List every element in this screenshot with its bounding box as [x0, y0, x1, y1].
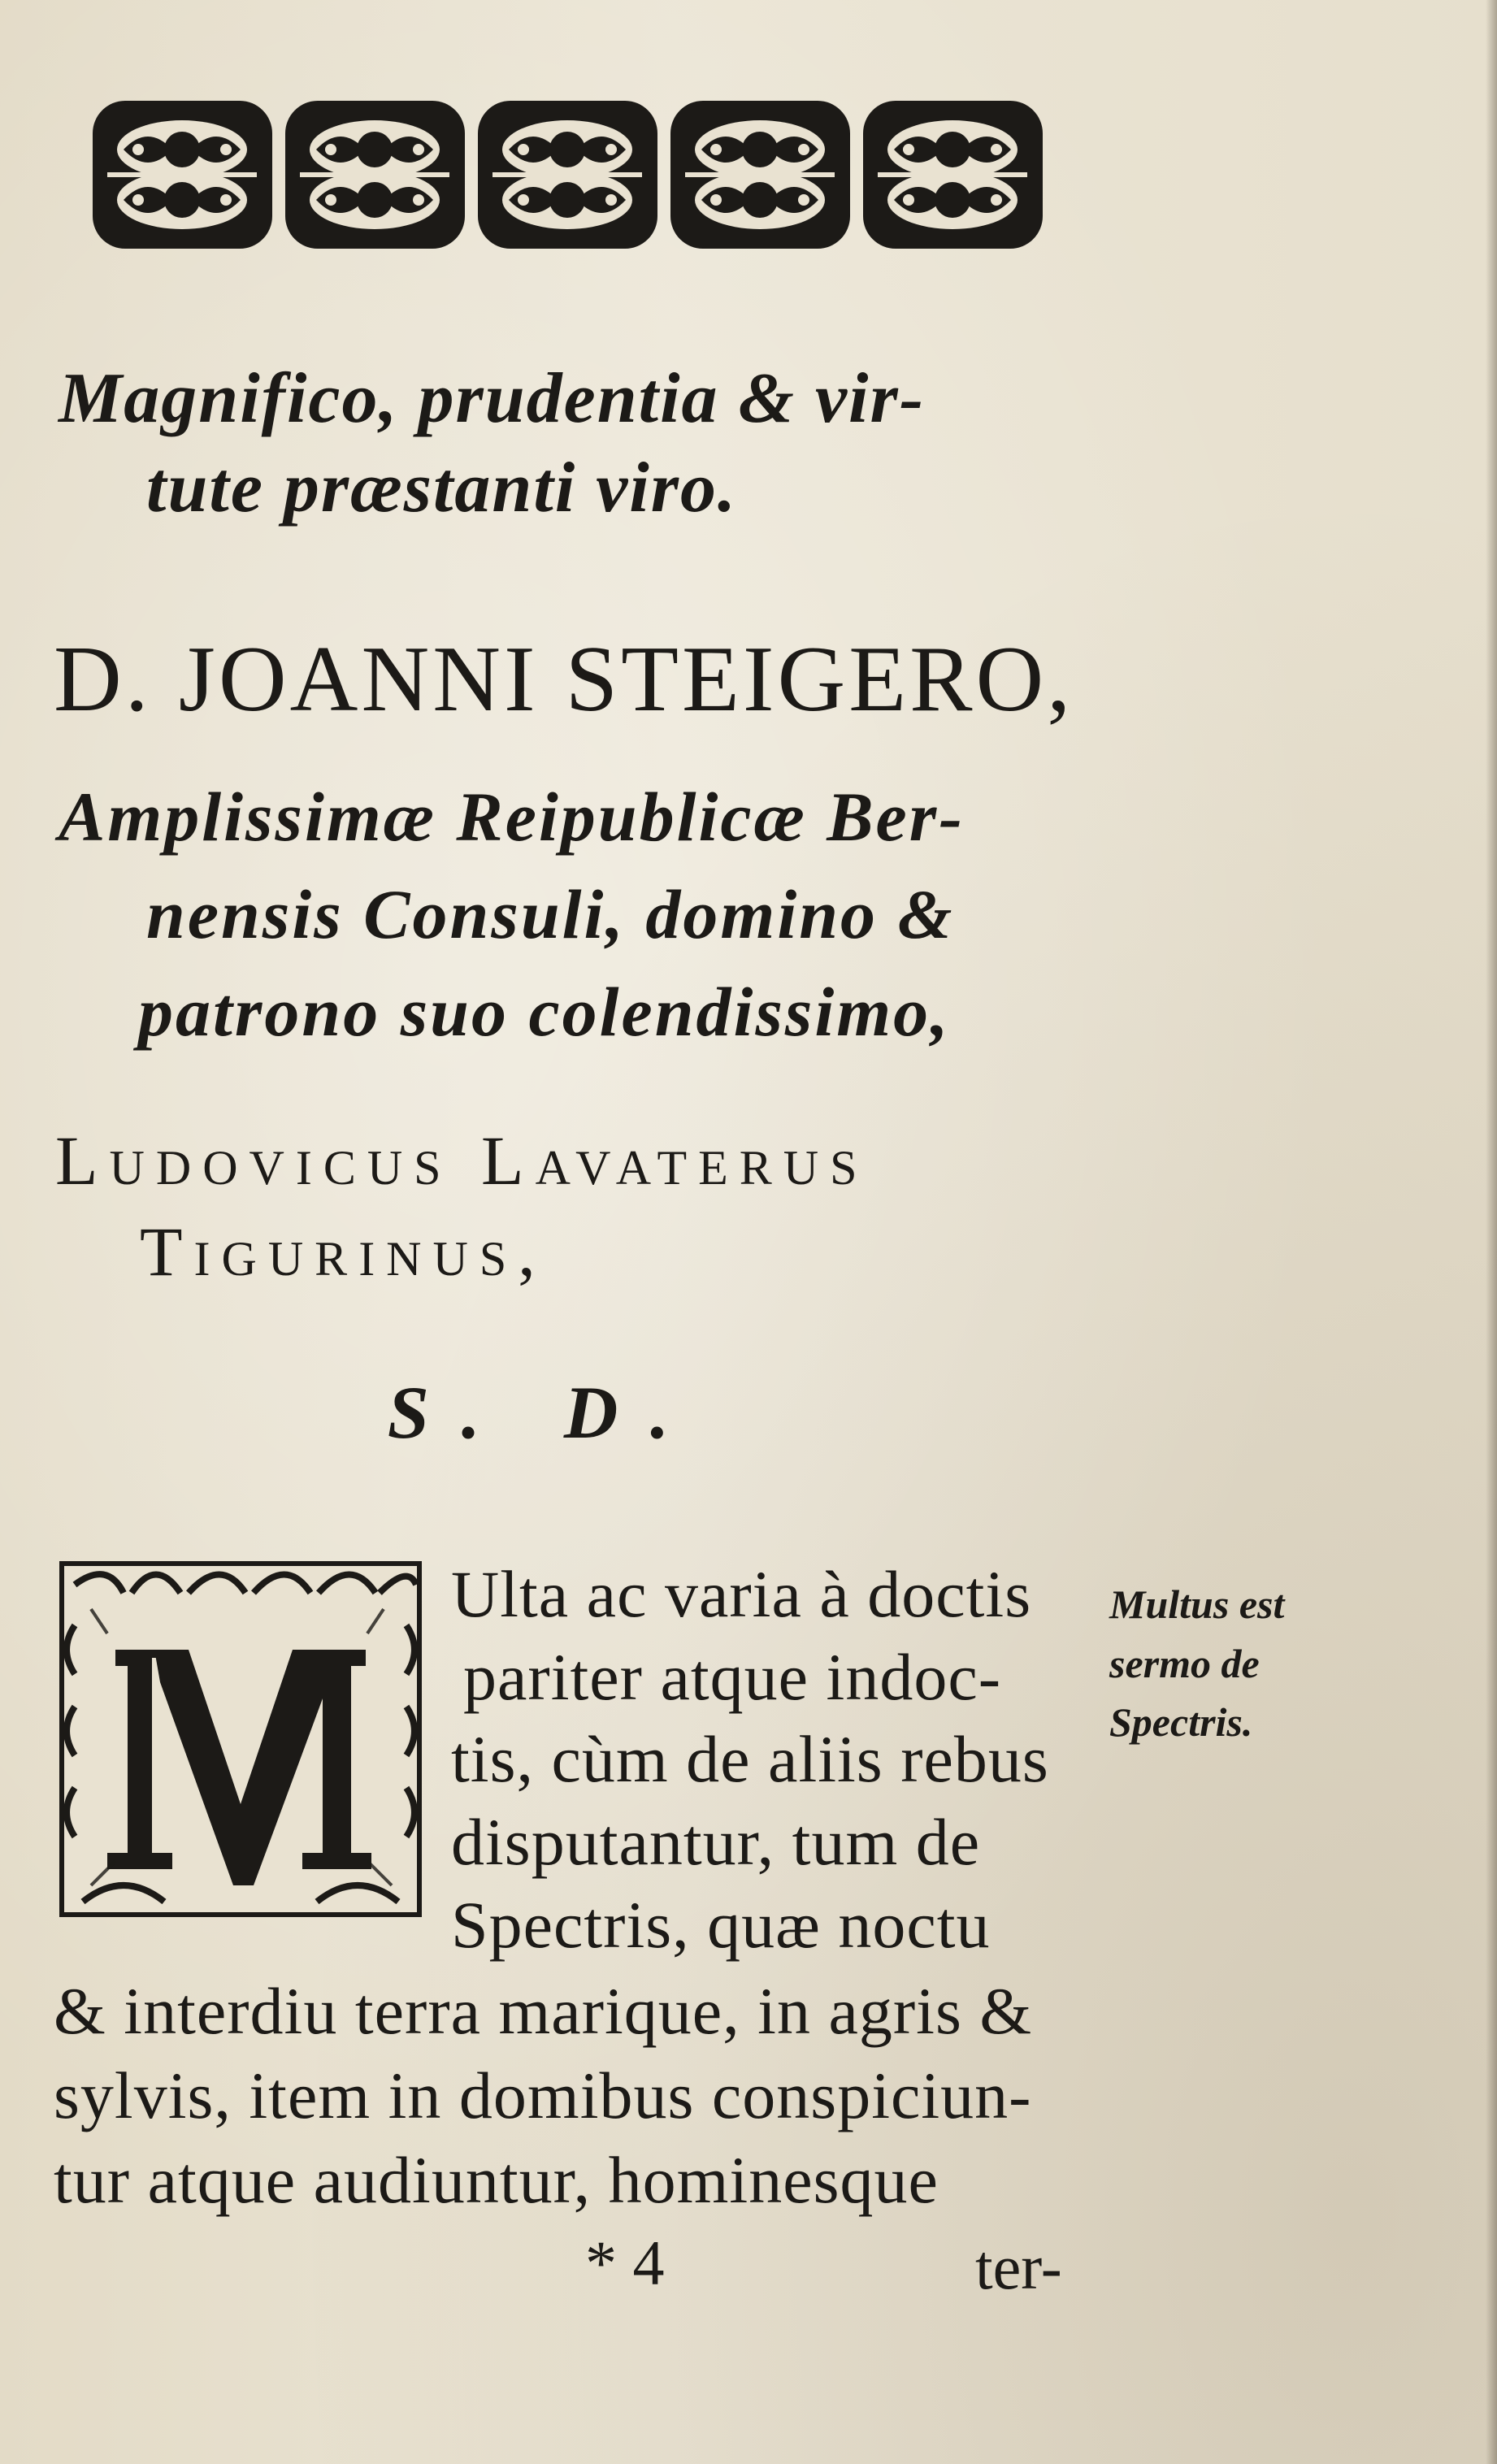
body-line-1: Ulta ac varia à doctis [451, 1557, 1032, 1631]
body-line-7: sylvis, item in domibus conspiciun- [54, 2058, 1032, 2132]
author-name: Ludovicus Lavaterus [55, 1121, 869, 1199]
marginal-note-line-1: Multus est [1109, 1581, 1285, 1627]
decorated-initial-icon [59, 1560, 423, 1918]
greeting: S. D. [387, 1371, 702, 1454]
body-line-8: tur atque audiuntur, hominesque [54, 2143, 939, 2217]
page-edge-shadow [1486, 0, 1497, 2464]
salutation-line-2: tute præstanti viro. [146, 449, 737, 527]
title-line-2: nensis Consuli, domino & [146, 875, 955, 953]
body-line-5: Spectris, quæ noctu [451, 1888, 991, 1962]
salutation-line-1: Magnifico, prudentia & vir- [59, 359, 926, 438]
title-line-3: patrono suo colendissimo, [138, 973, 951, 1051]
body-line-2: pariter atque indoc- [463, 1640, 1002, 1714]
title-line-1: Amplissimæ Reipublicæ Ber- [59, 778, 965, 856]
addressee-name: D. JOANNI STEIGERO, [54, 627, 1074, 731]
body-line-3: tis, cùm de aliis rebus [451, 1722, 1049, 1796]
catchword: ter- [975, 2232, 1062, 2302]
signature-mark: * 4 [585, 2228, 665, 2298]
marginal-note-line-3: Spectris. [1109, 1699, 1253, 1745]
floral-headpiece-icon [91, 99, 1046, 250]
marginal-note-line-2: sermo de [1109, 1641, 1260, 1686]
author-origin: Tigurinus, [140, 1212, 547, 1291]
body-line-6: & interdiu terra marique, in agris & [54, 1974, 1033, 2048]
body-line-4: disputantur, tum de [451, 1805, 981, 1879]
